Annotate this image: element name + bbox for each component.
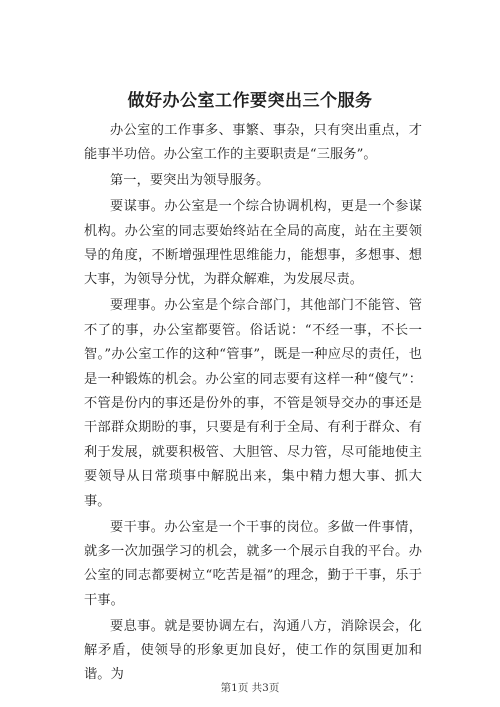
document-body <box>84 119 422 689</box>
paragraph-resolving: 要息事。就是要协调左右，沟通八方，消除误会，化解矛盾，使领导的形象更加良好，使工作的氛围更加和谐。为 <box>84 618 422 683</box>
paragraph-section-one: 第一，要突出为领导服务。 <box>110 173 270 189</box>
paragraph-planning: 要谋事。办公室是一个综合协调机构，更是一个参谋机构。办公室的同志要始终站在全局的高度，站在主要领导的角度，不断增强理性思维能力，能想事，多想事、想大事，为领导分忧，为群众解难，为发展尽责。 <box>84 199 422 288</box>
document-title: 做好办公室工作要突出三个服务 <box>127 91 373 111</box>
paragraph-intro: 办公室的工作事多、事繁、事杂，只有突出重点，才能事半功倍。办公室工作的主要职责是“三服务”。 <box>84 123 422 163</box>
paragraph-managing: 要理事。办公室是个综合部门，其他部门不能管、管不了的事，办公室都要管。俗话说：“不经一事，不长一智。”办公室工作的这种“管事”，既是一种应尽的责任，也是一种锻炼的机会。办公室的同志要有这样一种“傻气”：不管是份内的事还是份外的事，不管是领导交办的事还是干部群众期盼的事，只要是有利于全局、有利于群众、有利于发展，就要积极管、大胆管、尽力管，尽可能地使主要领导从日常琐事中解脱出来，集中精力想大事、抓大事。 <box>84 298 422 509</box>
paragraph-doing: 要干事。办公室是一个干事的岗位。多做一件事情，就多一次加强学习的机会，就多一个展示自我的平台。办公室的同志都要树立“吃苦是福”的理念，勤于干事，乐于干事。 <box>84 519 422 608</box>
page-number-footer: 第1页 共3页 <box>220 682 280 694</box>
